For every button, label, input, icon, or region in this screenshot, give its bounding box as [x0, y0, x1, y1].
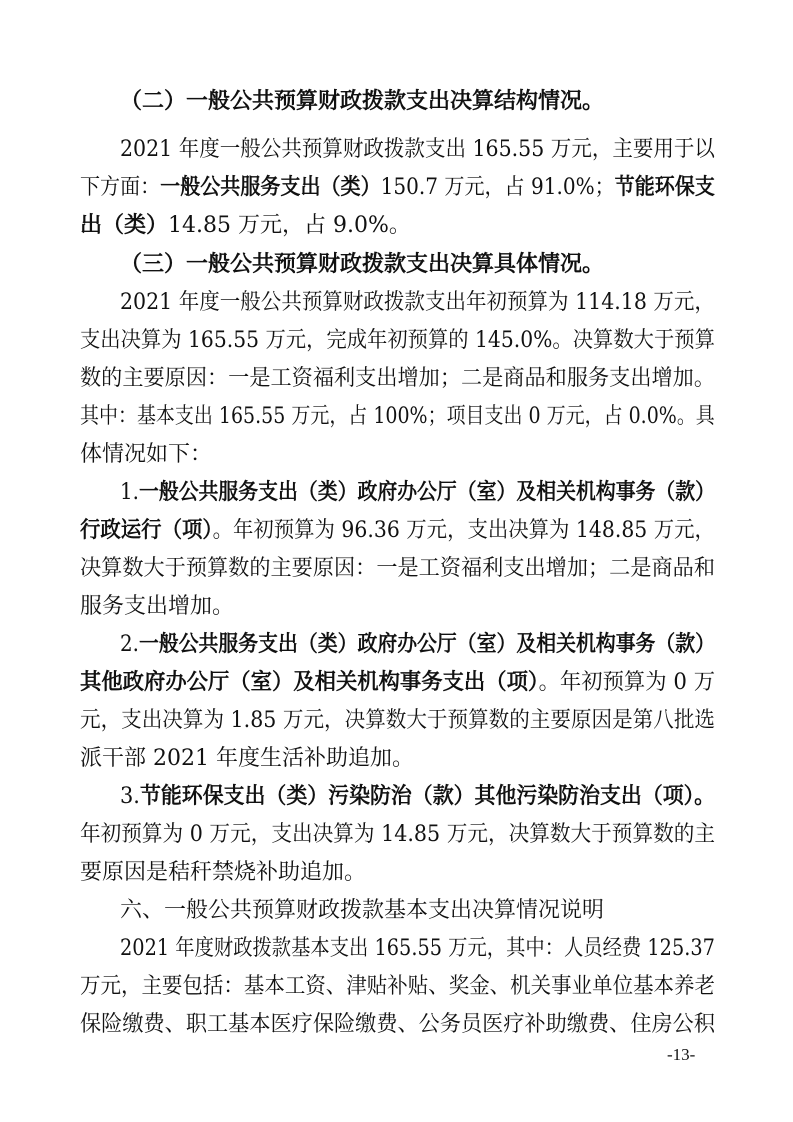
paragraph-line: 年初预算为 0 万元，支出决算为 14.85 万元，决算数大于预算数的主: [80, 822, 715, 847]
paragraph-line: 要原因是秸秆禁烧补助追加。: [80, 860, 367, 885]
page-number: -13-: [667, 1045, 696, 1064]
paragraph-line: 其中：基本支出 165.55 万元，占 100%；项目支出 0 万元，占 0.0%。具: [80, 404, 715, 429]
paragraph-line: 体情况如下：: [80, 442, 213, 467]
item-1-title: 1.一般公共服务支出（类）政府办公厅（室）及相关机构事务（款）: [120, 480, 716, 505]
paragraph-line: 保险缴费、职工基本医疗保险缴费、公务员医疗补助缴费、住房公积: [80, 1012, 716, 1037]
paragraph-line: 出（类）14.85 万元，占 9.0%。: [80, 213, 411, 238]
paragraph-line: 派干部 2021 年度生活补助追加。: [80, 746, 414, 771]
paragraph-line: 支出决算为 165.55 万元，完成年初预算的 145.0%。决算数大于预算: [80, 328, 715, 353]
paragraph-line: 2021 年度一般公共预算财政拨款支出年初预算为 114.18 万元，: [120, 290, 715, 315]
paragraph-line: 2021 年度一般公共预算财政拨款支出 165.55 万元，主要用于以: [120, 137, 715, 162]
paragraph-line: 数的主要原因：一是工资福利支出增加；二是商品和服务支出增加。: [80, 366, 716, 391]
paragraph-line: 2021 年度财政拨款基本支出 165.55 万元，其中：人员经费 125.37: [120, 936, 715, 961]
paragraph-line: 其他政府办公厅（室）及相关机构事务支出（项）。年初预算为 0 万: [80, 670, 716, 695]
item-3-title: 3.节能环保支出（类）污染防治（款）其他污染防治支出（项）。: [120, 784, 716, 809]
paragraph-line: 元，支出决算为 1.85 万元，决算数大于预算数的主要原因是第八批选: [80, 708, 715, 733]
paragraph-line: 下方面：一般公共服务支出（类）150.7 万元，占 91.0%；节能环保支: [80, 175, 715, 200]
section-heading-detail: （三）一般公共预算财政拨款支出决算具体情况。: [120, 252, 605, 277]
section-heading-basic: 六、一般公共预算财政拨款基本支出决算情况说明: [120, 898, 605, 923]
section-heading-structure: （二）一般公共预算财政拨款支出决算结构情况。: [120, 89, 605, 114]
paragraph-line: 服务支出增加。: [80, 594, 235, 619]
paragraph-line: 决算数大于预算数的主要原因：一是工资福利支出增加；二是商品和: [80, 556, 716, 581]
item-2-title: 2.一般公共服务支出（类）政府办公厅（室）及相关机构事务（款）: [120, 632, 716, 657]
paragraph-line: 行政运行（项）。年初预算为 96.36 万元，支出决算为 148.85 万元，: [80, 518, 715, 543]
paragraph-line: 万元，主要包括：基本工资、津贴补贴、奖金、机关事业单位基本养老: [80, 974, 716, 999]
